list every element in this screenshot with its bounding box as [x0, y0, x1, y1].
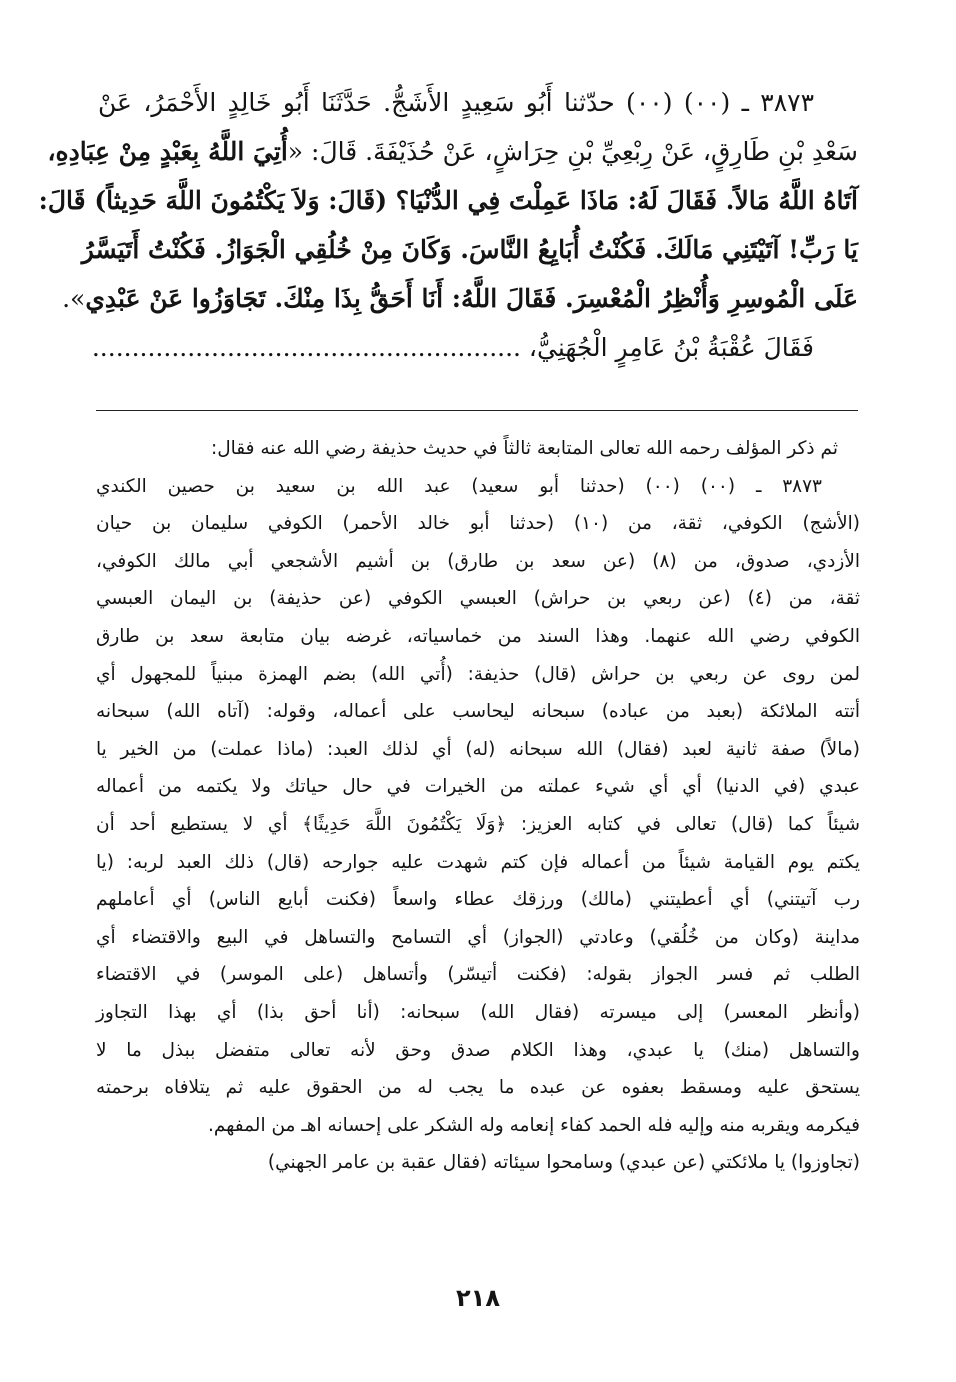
- commentary-line: مداينة (وكان من خُلُقي) وعادتي (الجواز) أي التسامح والتساهل في البيع والاقتضاء أي: [96, 926, 860, 948]
- commentary-line: يستحق عليه ومسقط بعفوه عن عبده ما يجب له من الحقوق عليه ثم يتلافاه برحمته: [96, 1077, 860, 1099]
- commentary-block: [96, 430, 860, 1182]
- commentary-line: يكتم يوم القيامة شيئاً من أعماله فإن كتم شهدت عليه جوارحه (قال) ذلك العبد لربه: (يا: [96, 851, 860, 873]
- hadith-line: سَعْدِ بْنِ طَارِقٍ، عَنْ رِبْعِيِّ بْنِ حِرَاشٍ، عَنْ حُذَيْفَةَ. قَالَ: «أُتِيَ اللَّهُ بِعَبْدٍ مِنْ عِبَادِهِ،: [47, 137, 858, 166]
- commentary-line: والتساهل (منك) يا عبدي، وهذا الكلام صدق وحق لأنه تعالى متفضل ببذل ما لا: [96, 1039, 860, 1061]
- commentary-line: (وأنظر المعسر) إلى ميسرته (فقال الله) سبحانه: (أنا أحق بذا) أي بهذا التجاوز: [96, 1001, 860, 1023]
- commentary-line: (تجاوزوا) يا ملائكتي (عن عبدي) وسامحوا سيئاته (فقال عقبة بن عامر الجهني): [267, 1152, 860, 1174]
- hadith-line: يَا رَبِّ! آتَيْتَنِي مَالَكَ. فَكُنْتُ أُبَايِعُ النَّاسَ. وَكَانَ مِنْ خُلُقِي الْجَوَازُ. فَكُنْتُ أَتَيَسَّرُ: [81, 235, 858, 264]
- hadith-text-block: [38, 78, 858, 372]
- commentary-line: أتته الملائكة (بعبد من عباده) سبحانه ليحاسب على أعماله، وقوله: (آتاه الله) سبحانه: [96, 701, 860, 723]
- commentary-line: (الأشج) الكوفي، ثقة، من (١٠) (حدثنا أبو خالد الأحمر) الكوفي سليمان بن حيان: [96, 513, 861, 535]
- commentary-line: الكوفي رضي الله عنهما. وهذا السند من خماسياته، غرضه بيان متابعة سعد بن طارق: [96, 625, 860, 647]
- hadith-line: آتَاهُ اللَّهُ مَالاً. فَقَالَ لَهُ: مَاذَا عَمِلْتَ فِي الدُّنْيَا؟ (قَالَ: وَلاَ يَكْتُمُونَ اللَّهَ حَدِيثاً) قَالَ:: [38, 186, 858, 215]
- hadith-line: عَلَى الْمُوسِرِ وَأُنْظِرُ الْمُعْسِرَ. فَقَالَ اللَّهُ: أَنَا أَحَقُّ بِذَا مِنْكَ. تَجَاوَزُوا عَنْ عَبْدِي».: [62, 284, 858, 313]
- commentary-line: عبدي (في الدنيا) أي أي شيء عملته من الخيرات في حال حياتك ولا يكتمه من أعماله: [96, 776, 860, 798]
- hadith-line: ٣٨٧٣ ـ (٠٠) (٠٠) حدّثنا أَبُو سَعِيدٍ الأَشَجُّ. حَدَّثَنَا أَبُو خَالِدٍ الأَحْمَرُ، عَنْ: [98, 88, 814, 117]
- commentary-line: فيكرمه ويقربه منه وإليه فله الحمد كفاء إنعامه وله الشكر على إحسانه اهـ من المفهم.: [208, 1114, 860, 1136]
- commentary-line: ثم ذكر المؤلف رحمه الله تعالى المتابعة ثالثاً في حديث حذيفة رضي الله عنه فقال:: [211, 438, 838, 459]
- commentary-line: لمن روى عن ربعي بن حراش (قال) حذيفة: (أُتي الله) بضم الهمزة مبنياً للمجهول أي: [96, 663, 860, 685]
- commentary-line: الطلب ثم فسر الجواز بقوله: (فكنت أتيسّر) وأتساهل (على الموسر) في الاقتضاء: [96, 964, 860, 986]
- separator-rule: [96, 410, 858, 411]
- commentary-line: الأزدي، صدوق، من (٨) (عن سعد بن طارق) بن أشيم الأشجعي أبي مالك الكوفي،: [96, 550, 861, 572]
- commentary-line: (مالاً) صفة ثانية لعبد (فقال) الله سبحانه (له) أي لذلك العبد: (ماذا عملت) من الخير يا: [96, 738, 860, 760]
- commentary-line: رب آتيتني) أي أعطيتني (مالك) ورزقك عطاء واسعاً (فكنت أبايع الناس) أي أعاملهم: [96, 889, 860, 911]
- commentary-line: شيئاً كما (قال) تعالى في كتابه العزيز: ﴿وَلَا يَكْتُمُونَ اللَّهَ حَدِيثًا﴾ أي لا يستطيع أحد أن: [96, 813, 860, 835]
- commentary-line: ٣٨٧٣ ـ (٠٠) (٠٠) (حدثنا أبو سعيد) عبد الله بن سعيد بن حصين الكندي: [96, 475, 822, 497]
- hadith-line: فَقَالَ عُقْبَةُ بْنُ عَامِرٍ الْجُهَنِيُّ، ......................................................: [91, 333, 814, 362]
- commentary-line: ثقة، من (٤) (عن ربعي بن حراش) العبسي الكوفي (عن حذيفة) بن اليمان العبسي: [96, 588, 860, 610]
- page-number: ٢١٨: [456, 1284, 500, 1312]
